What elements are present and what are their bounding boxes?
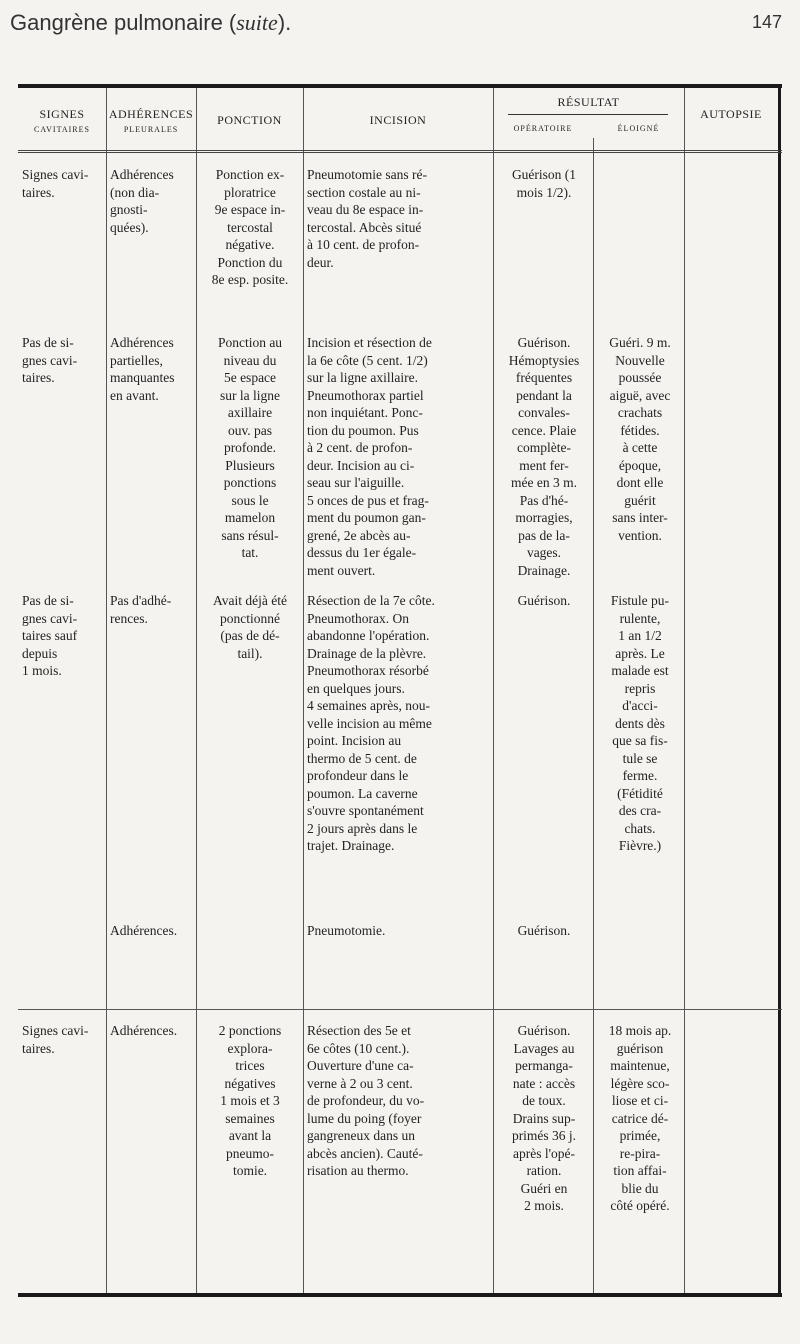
header-adherences: ADHÉRENCES PLEURALES bbox=[108, 107, 194, 134]
column-divider bbox=[106, 88, 107, 1293]
table-cell-operatoire: Guérison. Hémoptysies fréquentes pendant la convales- cence. Plaie complète- ment fer- mée en 3 m. Pas d'hé- morragies, pas de la- vages. Drainage. bbox=[508, 335, 580, 578]
header-operatoire: OPÉRATOIRE bbox=[513, 124, 573, 133]
column-divider bbox=[593, 138, 594, 1293]
table-cell-adherences: Pas d'adhé- rences. bbox=[110, 593, 172, 626]
header-divider bbox=[18, 150, 782, 151]
table-cell-adherences: Adhérences partielles, manquantes en avant. bbox=[110, 335, 175, 403]
header-resultat: RÉSULTAT bbox=[557, 95, 620, 109]
page-number: 147 bbox=[751, 12, 782, 32]
column-divider bbox=[493, 88, 494, 1293]
table-cell-ponction: Ponction ex- ploratrice 9e espace in- tercostal négative. Ponction du 8e esp. posite. bbox=[211, 167, 289, 287]
row-divider bbox=[18, 1009, 782, 1010]
column-divider bbox=[684, 88, 685, 1293]
table-cell-eloigne: Fistule pu- rulente, 1 an 1/2 après. Le malade est repris d'acci- dents dès que sa fis- tule se ferme. (Fétidité des cra- chats. Fièvre.) bbox=[610, 593, 670, 853]
table-cell-incision: Résection des 5e et 6e côtes (10 cent.). Ouverture d'une ca- verne à 2 ou 3 cent. de profondeur, du vo- lume du poing (foyer gangreneux dans un abcès ancien). Cauté- risation au thermo. bbox=[307, 1023, 425, 1178]
table-cell-incision: Pneumotomie. bbox=[307, 923, 386, 938]
column-divider bbox=[303, 88, 304, 1293]
resultat-brace bbox=[508, 114, 668, 115]
table-cell-ponction: Ponction au niveau du 5e espace sur la ligne axillaire ouv. pas profonde. Plusieurs ponctions sous le mamelon sans résul- tat. bbox=[217, 335, 283, 560]
table-cell-eloigne: 18 mois ap. guérison maintenue, légère sco- liose et ci- catrice dé- primée, re-pira- tion affai- blie du côté opéré. bbox=[608, 1023, 672, 1213]
table-cell-adherences: Adhérences. bbox=[110, 923, 178, 938]
table-cell-operatoire: Guérison. bbox=[517, 923, 571, 938]
table-cell-operatoire: Guérison. bbox=[517, 593, 571, 608]
right-border bbox=[778, 88, 781, 1293]
header-eloigne: ÉLOIGNÉ bbox=[617, 124, 660, 133]
running-title bbox=[10, 10, 291, 36]
table-cell-incision: Résection de la 7e côte. Pneumothorax. On abandonne l'opération. Drainage de la plèvre. Pneumothorax résorbé en quelques jours. 4 semaines après, nou- velle incision au même point. Incision au thermo de 5 cent. de profondeur dans le poumon. La caverne s'ouvre spontanément 2 jours après dans le trajet. Drainage. bbox=[307, 593, 435, 853]
header-ponction: PONCTION bbox=[217, 113, 282, 127]
table-cell-ponction: Avait déjà été ponctionné (pas de dé- tail). bbox=[213, 593, 287, 661]
title-italic: suite bbox=[236, 10, 278, 35]
table-cell-signes: Signes cavi- taires. bbox=[22, 1023, 89, 1056]
title-end: ). bbox=[277, 10, 292, 35]
header-autopsie: AUTOPSIE bbox=[700, 107, 762, 121]
table-cell-eloigne: Guéri. 9 m. Nouvelle poussée aiguë, avec crachats fétides. à cette époque, dont elle guérit sans inter- vention. bbox=[609, 335, 671, 543]
data-table bbox=[18, 84, 782, 1297]
table-cell-incision: Incision et résection de la 6e côte (5 cent. 1/2) sur la ligne axillaire. Pneumothorax partiel non inquiétant. Ponc- tion du poumon. Pus à 2 cent. de profon- deur. Incision au ci- seau sur l'aiguille. 5 onces de pus et frag- ment du poumon gan- grené, 2e abcès au- dessus du 1er égale- ment ouvert. bbox=[307, 335, 432, 578]
table-cell-signes: Pas de si- gnes cavi- taires sauf depuis 1 mois. bbox=[22, 593, 78, 678]
table-cell-ponction: 2 ponctions explora- trices négatives 1 mois et 3 semaines avant la pneumo- tomie. bbox=[218, 1023, 282, 1178]
table-cell-signes: Pas de si- gnes cavi- taires. bbox=[22, 335, 78, 385]
header-divider bbox=[18, 152, 782, 153]
table-cell-adherences: Adhérences (non dia- gnosti- quées). bbox=[110, 167, 174, 235]
column-divider bbox=[196, 88, 197, 1293]
table-cell-operatoire: Guérison (1 mois 1/2). bbox=[511, 167, 577, 200]
table-cell-signes: Signes cavi- taires. bbox=[22, 167, 89, 200]
title-main: Gangrène pulmonaire ( bbox=[10, 10, 237, 35]
header-signes: SIGNES CAVITAIRES bbox=[34, 107, 90, 134]
table-cell-incision: Pneumotomie sans ré- section costale au ni- veau du 8e espace in- tercostal. Abcès situé à 10 cent. de profon- deur. bbox=[307, 167, 427, 270]
header-incision: INCISION bbox=[369, 113, 427, 127]
table-cell-adherences: Adhérences. bbox=[110, 1023, 178, 1038]
table-cell-operatoire: Guérison. Lavages au permanga- nate : accès de toux. Drains sup- primés 36 j. après l'opé- ration. Guéri en 2 mois. bbox=[511, 1023, 577, 1213]
